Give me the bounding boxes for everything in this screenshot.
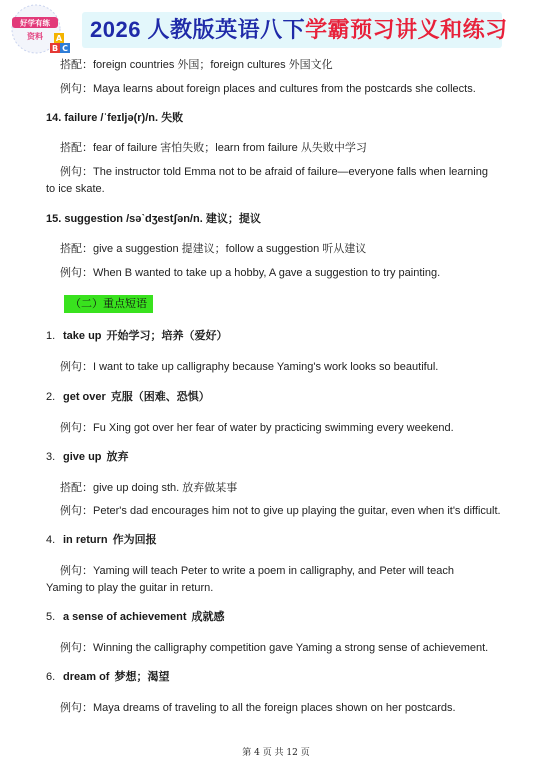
example-line: 例句：Maya learns about foreign places and cultures from the postcards she collects. xyxy=(60,83,476,95)
phrase-chinese: 开始学习；培养（爱好） xyxy=(106,330,228,342)
phrase-number: 6. xyxy=(46,671,56,683)
phrase-number: 4. xyxy=(46,534,56,546)
phrase-heading xyxy=(46,449,129,466)
phrase-chinese: 放弃 xyxy=(106,451,129,463)
title-grade: 2026 人教版 xyxy=(90,17,216,42)
collocation-line: 搭配：give a suggestion 提建议；follow a suggestion 听从建议 xyxy=(60,243,367,255)
svg-text:C: C xyxy=(62,44,68,53)
phrase-heading xyxy=(46,389,210,406)
svg-text:A: A xyxy=(55,34,63,43)
collocation-line: 搭配：foreign countries 外国；foreign cultures 外国文化 xyxy=(60,59,333,71)
example-line: 例句：The instructor told Emma not to be afraid of failure—everyone falls when learning to ice skate. xyxy=(46,166,488,195)
phrase-heading xyxy=(46,532,157,549)
document-title xyxy=(90,12,508,48)
phrase-english: in return xyxy=(63,534,108,546)
phrase-heading xyxy=(46,609,225,626)
phrase-chinese: 克服（困难、恐惧） xyxy=(110,391,210,403)
example-line: 例句：Maya dreams of traveling to all the foreign places shown on her postcards. xyxy=(60,702,456,714)
phrase-number: 2. xyxy=(46,391,56,403)
example-line: 例句：Peter's dad encourages him not to give up playing the guitar, even when it's difficult. xyxy=(60,505,501,517)
collocation-line: 搭配：fear of failure 害怕失败；learn from failure 从失败中学习 xyxy=(60,142,367,154)
phrase-chinese: 成就感 xyxy=(191,611,225,623)
example-line: 例句：When B wanted to take up a hobby, A gave a suggestion to try painting. xyxy=(60,267,441,279)
brand-logo xyxy=(6,3,72,57)
svg-text:资料: 资料 xyxy=(27,32,43,41)
phrase-english: a sense of achievement xyxy=(63,611,187,623)
vocab-heading-15: 15. suggestion /səˋdʒestʃən/n. 建议；提议 xyxy=(46,213,261,225)
phrase-number: 1. xyxy=(46,330,56,342)
phrase-number: 3. xyxy=(46,451,56,463)
phrase-chinese: 作为回报 xyxy=(112,534,157,546)
page-header xyxy=(0,0,552,62)
phrase-heading xyxy=(46,328,228,345)
example-line: 例句：Yaming will teach Peter to write a poem in calligraphy, and Peter will teach Yaming to play the guitar in return. xyxy=(46,565,454,594)
title-subject: 英语八下 xyxy=(215,17,306,42)
vocab-heading-14: 14. failure /ˈfeɪljə(r)/n. 失败 xyxy=(46,112,184,124)
phrase-english: dream of xyxy=(63,671,110,683)
collocation-line: 搭配：give up doing sth. 放弃做某事 xyxy=(60,482,238,494)
example-line: 例句：Fu Xing got over her fear of water by practicing swimming every weekend. xyxy=(60,422,454,434)
svg-text:好学有练: 好学有练 xyxy=(20,18,50,28)
phrase-english: give up xyxy=(63,451,102,463)
phrase-heading xyxy=(46,669,169,686)
phrase-chinese: 梦想；渴望 xyxy=(114,671,170,683)
phrase-number: 5. xyxy=(46,611,56,623)
example-line: 例句：Winning the calligraphy competition gave Yaming a strong sense of achievement. xyxy=(60,642,489,654)
title-series: 学霸预习讲义和练习 xyxy=(305,17,508,42)
svg-text:B: B xyxy=(51,44,59,53)
page-number: 第 4 页 共 12 页 xyxy=(242,748,310,758)
phrase-english: take up xyxy=(63,330,102,342)
section-title-badge: （二）重点短语 xyxy=(64,295,153,313)
example-line: 例句：I want to take up calligraphy because Yaming's work looks so beautiful. xyxy=(60,361,439,373)
phrase-english: get over xyxy=(63,391,106,403)
